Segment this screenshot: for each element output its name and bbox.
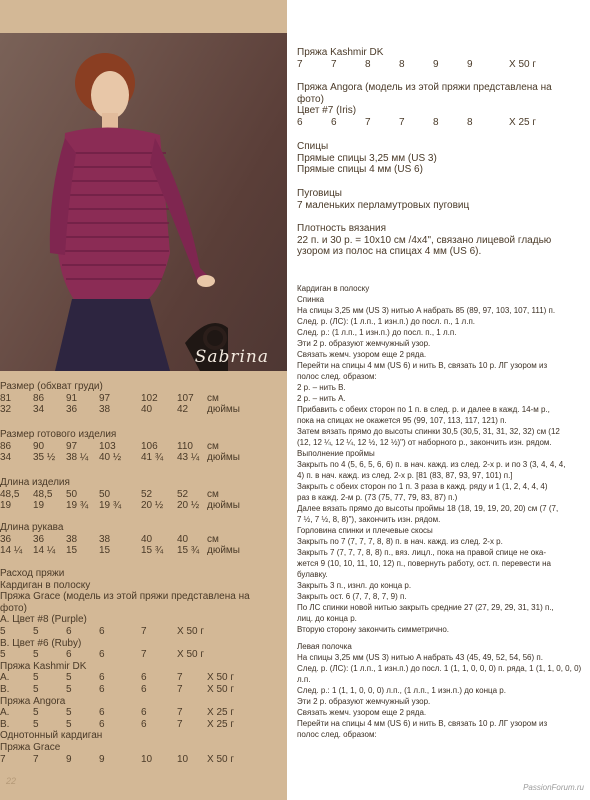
cell: 20 ½ (177, 500, 200, 512)
cell: X 25 г (207, 718, 234, 730)
pattern-line: Связать жемч. узором еще 2 ряда. (297, 708, 427, 717)
cell: 7 (399, 116, 405, 128)
cell: 5 (0, 649, 6, 661)
sleeve-cm-row (0, 534, 247, 546)
cell: 19 (33, 500, 45, 512)
cell: A. (0, 707, 10, 719)
cell: 34 (0, 452, 12, 464)
pattern-line: Левая полочка (297, 642, 352, 651)
cell: 5 (33, 707, 39, 719)
cell: 7 (141, 649, 147, 661)
cell: 6 (99, 625, 105, 637)
cell: 34 (33, 404, 45, 416)
cell: см (207, 488, 219, 500)
watermark: PassionForum.ru (523, 783, 584, 792)
yarn-kashmir: Пряжа Kashmir DK (0, 660, 87, 672)
cell: 8 (467, 116, 473, 128)
cell: 86 (0, 440, 12, 452)
cell: 36 (0, 533, 12, 545)
cell: 19 ¾ (66, 500, 89, 512)
cell: дюймы (207, 500, 240, 512)
cell: 5 (33, 649, 39, 661)
model-photo (0, 33, 287, 371)
cell: 9 (467, 58, 473, 70)
pattern-line: След. р. (ЛС): (1 л.п., 1 изн.п.) до посл. 1 (1, 1, 0, 0, 0) п. ряда, 1 (1, 1, 0, 0, 0) (297, 664, 582, 673)
pattern-line: Закрыть с обеих сторон по 1 п. 3 раза в кажд. ряду и 1 (1, 2, 4, 4, 4) (297, 482, 548, 491)
cell: 9 (66, 753, 72, 765)
pattern-line: 7 ½, 7 ½, 8, 8)"), закончить изн. рядом. (297, 515, 441, 524)
cell: 50 (66, 488, 78, 500)
yarn-title: Расход пряжи (0, 568, 65, 579)
cell: 97 (99, 392, 111, 404)
pattern-line: Закрыть по 7 (7, 7, 7, 8, 8) п. в нач. кажд. из след. 2-х р. (297, 537, 503, 546)
cell: 42 (177, 404, 189, 416)
cell: 38 ¼ (66, 452, 89, 464)
cell: 35 ½ (33, 452, 56, 464)
pattern-line: Эти 2 р. образуют жемчужный узор. (297, 697, 431, 706)
cell: 5 (0, 625, 6, 637)
cell: 81 (0, 392, 12, 404)
pattern-line: Далее вязать прямо до высоты проймы 18 (18, 19, 19, 20, 20) см (7 (7, (297, 504, 559, 513)
yarn-color-b-row (0, 649, 250, 661)
needles-section (297, 141, 437, 176)
cell: 9 (99, 753, 105, 765)
cell: 5 (33, 672, 39, 684)
length-in-row (0, 500, 247, 512)
angora-title: Пряжа Angora (модель из этой пряжи представлена на (297, 82, 552, 93)
cell: 10 (141, 753, 153, 765)
cell: 7 (141, 625, 147, 637)
cell: 8 (365, 58, 371, 70)
length-title: Длина изделия (0, 477, 70, 488)
cell: 7 (297, 58, 303, 70)
cell: 38 (99, 404, 111, 416)
pattern-line: Закрыть 7 (7, 7, 7, 8, 8) п., вяз. лицл., пока на правой спице не ока- (297, 548, 546, 557)
sleeve-in-row (0, 545, 247, 557)
gauge-2: узором из полос на спицах 4 мм (US 6). (297, 246, 482, 258)
cell: 6 (141, 718, 147, 730)
cell: 6 (297, 116, 303, 128)
chest-cm-row (0, 393, 247, 405)
chest-size-title: Размер (обхват груди) (0, 381, 103, 392)
pattern-line: Эти 2 р. образуют жемчужный узор. (297, 339, 431, 348)
cell: X 50 г (177, 625, 204, 637)
pattern-line: 4) п. в нач. кажд. из след. 2-х р. [81 (83, 87, 93, 97, 101) п.] (297, 471, 513, 480)
page-number: 22 (6, 776, 17, 786)
cell: 5 (33, 718, 39, 730)
pattern-line: Спинка (297, 295, 325, 304)
pattern-line: пока на спицах не окажется 95 (99, 107, 113, 117, 121) п. (297, 416, 507, 425)
cell: 107 (177, 392, 194, 404)
needles-2: Прямые спицы 4 мм (US 6) (297, 164, 423, 176)
pattern-line: На спицы 3,25 мм (US 3) нитью A набрать 43 (45, 49, 52, 54, 56) п. (297, 653, 543, 662)
yarn-section (0, 568, 250, 765)
pattern-line: Связать жемч. узором еще 2 ряда. (297, 350, 427, 359)
yarn-solid-grace: Пряжа Grace (0, 741, 61, 753)
yarn-color-a-row (0, 626, 250, 638)
cell: X 25 г (509, 116, 536, 128)
cell: 40 (177, 533, 189, 545)
kashmir-title: Пряжа Kashmir DK (297, 47, 384, 58)
cell: 36 (33, 533, 45, 545)
gauge-1: 22 п. и 30 р. = 10х10 см /4х4", связано лицевой гладью (297, 234, 552, 246)
cell: 97 (66, 440, 78, 452)
gauge-title: Плотность вязания (297, 223, 386, 234)
cell: B. (0, 718, 10, 730)
pattern-line: лиц. до конца р. (297, 614, 357, 623)
cell: 6 (99, 707, 105, 719)
cell: 40 (141, 533, 153, 545)
cell: 15 (99, 545, 111, 557)
cell: 38 (66, 533, 78, 545)
pattern-line: Закрыть 3 п., изнл. до конца р. (297, 581, 412, 590)
cell: 6 (141, 672, 147, 684)
pattern-line: раз в кажд. 2-м р. (73 (75, 77, 79, 83, 87) п.) (297, 493, 458, 502)
pattern-line: Перейти на спицы 4 мм (US 6) и нить B, связать 10 р. ЛГ узором из (297, 719, 548, 728)
pattern-line: Закрыть ост. 6 (7, 7, 8, 7, 9) п. (297, 592, 407, 601)
cell: 6 (99, 672, 105, 684)
cell: 41 ¾ (141, 452, 164, 464)
pattern-line: Вторую сторону закончить симметрично. (297, 625, 449, 634)
cell: X 50 г (509, 58, 536, 70)
cell: X 50 г (177, 649, 204, 661)
cell: 48,5 (33, 488, 53, 500)
cell: 8 (433, 116, 439, 128)
cell: 5 (66, 672, 72, 684)
cell: 102 (141, 392, 158, 404)
cell: 8 (399, 58, 405, 70)
cell: 6 (66, 649, 72, 661)
cell: 5 (33, 625, 39, 637)
pattern-line: Затем вязать прямо до высоты спинки 30,5 (30,5, 31, 31, 32, 32) см (12 (297, 427, 560, 436)
cell: 6 (141, 707, 147, 719)
gauge-section (297, 223, 551, 258)
cell: 7 (177, 672, 183, 684)
cell: 106 (141, 440, 158, 452)
cell: дюймы (207, 404, 240, 416)
pattern-line: По ЛС спинки новой нитью закрыть средние 27 (27, 29, 29, 31, 31) п., (297, 603, 554, 612)
pattern-line: Кардиган в полоску (297, 284, 370, 293)
buttons-text: 7 маленьких перламутровых пуговиц (297, 199, 470, 211)
cell: 7 (177, 718, 183, 730)
cell: 10 (177, 753, 189, 765)
angora-title-2: фото) (297, 93, 324, 105)
cell: X 50 г (207, 672, 234, 684)
yarn-striped: Кардиган в полоску (0, 579, 91, 591)
pattern-line: След. р.: (1 л.п., 1 изн.п.) до посл. п., 1 л.п. (297, 328, 457, 337)
cell: 43 ¼ (177, 452, 200, 464)
cell: 32 (0, 404, 12, 416)
yarn-angora-a-row (0, 707, 250, 719)
finished-size-title: Размер готового изделия (0, 429, 117, 440)
cell: X 50 г (207, 683, 234, 695)
cell: 52 (177, 488, 189, 500)
model-figure-image (10, 43, 230, 371)
needles-1: Прямые спицы 3,25 мм (US 3) (297, 152, 437, 164)
pattern-line: Горловина спинки и плечевые скосы (297, 526, 433, 535)
cell: 6 (331, 116, 337, 128)
yarn-grace-2: фото) (0, 602, 27, 614)
angora-row (297, 117, 552, 129)
pattern-line: След. р. (ЛС): (1 л.п., 1 изн.п.) до посл. п., 1 л.п. (297, 317, 475, 326)
cell: A. (0, 672, 10, 684)
kashmir-row (297, 59, 536, 71)
chest-in-row (0, 404, 247, 416)
cell: 86 (33, 392, 45, 404)
buttons-section (297, 188, 469, 211)
sleeve-section (0, 522, 247, 557)
cell: 91 (66, 392, 78, 404)
pattern-line: След. р.: 1 (1, 1, 0, 0, 0) л.п., (1 л.п., 1 изн.п.) до конца р. (297, 686, 506, 695)
cell: 19 (0, 500, 12, 512)
cell: 20 ½ (141, 500, 164, 512)
cell: 19 ¾ (99, 500, 122, 512)
cell: 6 (99, 683, 105, 695)
cell: 90 (33, 440, 45, 452)
yarn-kashmir-b-row (0, 684, 250, 696)
cell: 5 (66, 683, 72, 695)
yarn-grace: Пряжа Grace (модель из этой пряжи представлена на (0, 591, 250, 603)
pattern-line: жется 9 (10, 10, 11, 10, 12) п., повернуть работу, ост. п. перевести на (297, 559, 551, 568)
yarn-kashmir-a-row (0, 672, 250, 684)
cell: B. (0, 683, 10, 695)
cell: 5 (33, 683, 39, 695)
cell: см (207, 440, 219, 452)
cell: см (207, 533, 219, 545)
pattern-line: 2 р. – нить B. (297, 383, 346, 392)
yarn-color-a: A. Цвет #8 (Purple) (0, 614, 87, 626)
length-section (0, 477, 247, 512)
pattern-instructions (297, 283, 587, 740)
finished-cm-row (0, 441, 247, 453)
finished-size-section (0, 429, 247, 464)
cell: 7 (0, 753, 6, 765)
cell: X 50 г (207, 753, 234, 765)
right-yarn-kashmir (297, 47, 536, 70)
cell: 48,5 (0, 488, 20, 500)
cell: 5 (66, 718, 72, 730)
pattern-line: Выполнение проймы (297, 449, 375, 458)
cell: 14 ¼ (0, 545, 23, 557)
cell: дюймы (207, 545, 240, 557)
cell: 40 (141, 404, 153, 416)
pattern-line: На спицы 3,25 мм (US 3) нитью A набрать 85 (89, 97, 103, 107, 111) п. (297, 306, 556, 315)
cell: 103 (99, 440, 116, 452)
cell: 7 (365, 116, 371, 128)
pattern-line: Перейти на спицы 4 мм (US 6) и нить B, связать 10 р. ЛГ узором из (297, 361, 548, 370)
cell: X 25 г (207, 707, 234, 719)
cell: 15 ¾ (141, 545, 164, 557)
cell: 110 (177, 440, 193, 452)
yarn-angora: Пряжа Angora (0, 695, 66, 707)
pattern-line: л.п. (297, 675, 311, 684)
buttons-title: Пуговицы (297, 188, 342, 199)
cell: 7 (331, 58, 337, 70)
cell: 50 (99, 488, 111, 500)
photo-caption: Sabrina (194, 347, 269, 367)
cell: 7 (177, 683, 183, 695)
cell: 38 (99, 533, 111, 545)
cell: 15 ¾ (177, 545, 200, 557)
length-cm-row (0, 489, 247, 501)
needles-title: Спицы (297, 141, 329, 152)
cell: 36 (66, 404, 78, 416)
pattern-line: полос след. образом: (297, 730, 377, 739)
yarn-solid: Однотонный кардиган (0, 730, 103, 742)
pattern-line: булавку. (297, 570, 328, 579)
cell: 14 ¼ (33, 545, 56, 557)
angora-color: Цвет #7 (Iris) (297, 105, 357, 117)
cell: 52 (141, 488, 153, 500)
cell: 6 (141, 683, 147, 695)
yarn-color-b: B. Цвет #6 (Ruby) (0, 637, 82, 649)
cell: 6 (99, 649, 105, 661)
sizes-section (0, 381, 247, 416)
cell: см (207, 392, 219, 404)
pattern-line: 2 р. – нить A. (297, 394, 346, 403)
pattern-line: (12, 12 ¼, 12 ¼, 12 ½, 12 ½)") от наборного р., закончить изн. рядом. (297, 438, 552, 447)
pattern-line: Прибавить с обеих сторон по 1 п. в след. р. и далее в кажд. 14-м р., (297, 405, 550, 414)
cell: 15 (66, 545, 78, 557)
cell: 40 ½ (99, 452, 122, 464)
sleeve-title: Длина рукава (0, 522, 64, 533)
cell: дюймы (207, 452, 240, 464)
cell: 7 (177, 707, 183, 719)
yarn-angora-b-row (0, 719, 250, 731)
finished-in-row (0, 452, 247, 464)
yarn-solid-row (0, 754, 250, 766)
cell: 9 (433, 58, 439, 70)
cell: 6 (66, 625, 72, 637)
cell: 5 (66, 707, 72, 719)
pattern-line: Закрыть по 4 (5, 6, 5, 6, 6) п. в нач. кажд. из след. 2-х р. и по 3 (3, 4, 4, 4, (297, 460, 566, 469)
right-yarn-angora (297, 82, 552, 128)
cell: 6 (99, 718, 105, 730)
cell: 7 (33, 753, 39, 765)
pattern-line: полос след. образом: (297, 372, 377, 381)
